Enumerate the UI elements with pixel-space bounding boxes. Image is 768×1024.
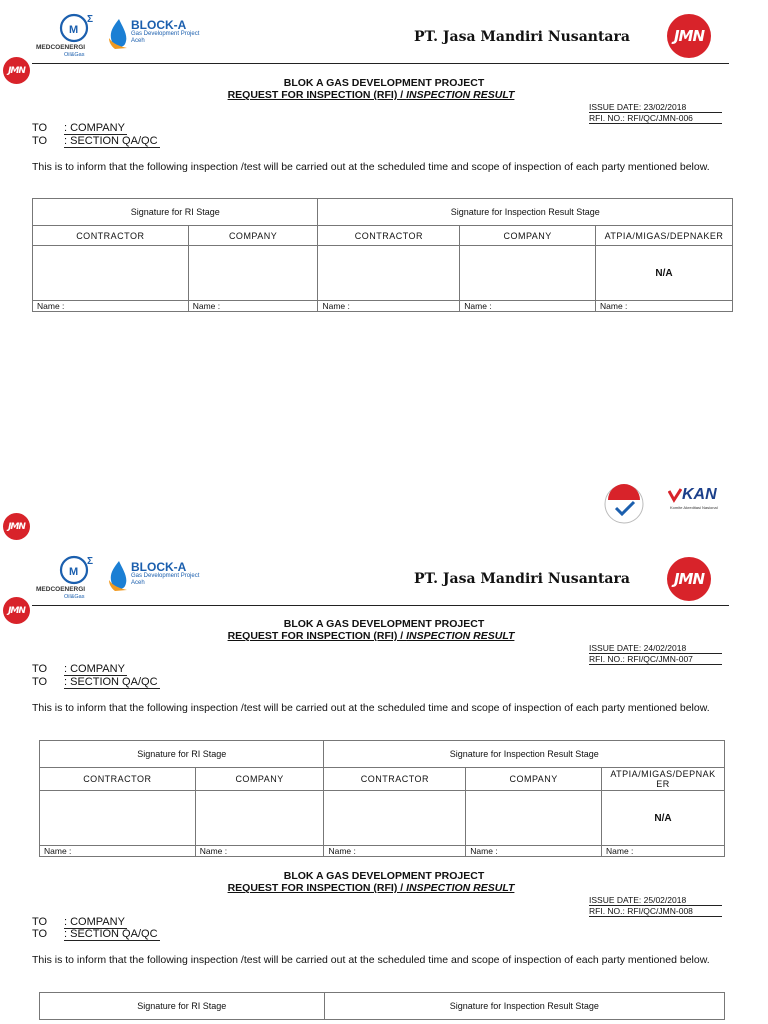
col-company: COMPANY (460, 226, 596, 246)
signature-cell (466, 791, 602, 846)
form2-rfi-no: RFI. NO.: RFI/QC/JMN-007 (589, 654, 722, 665)
form3-issue-date: ISSUE DATE: 25/02/2018 (589, 895, 722, 906)
jmn-small-logo: JMN (3, 57, 30, 84)
signature-cell (40, 791, 196, 846)
name-cell: Name : (596, 301, 733, 312)
block-a-name: BLOCK-A (131, 18, 187, 32)
kan-sub: Komite Akreditasi Nasional (670, 505, 718, 510)
header-divider (32, 605, 729, 606)
svg-text:Σ: Σ (87, 14, 94, 25)
form3-title: BLOK A GAS DEVELOPMENT PROJECT (283, 870, 485, 882)
na-cell: N/A (602, 791, 725, 846)
form1-to-company: TO : COMPANY (32, 122, 125, 134)
kan-text: KAN (682, 486, 717, 503)
name-cell: Name : (195, 846, 324, 857)
header-divider (32, 63, 729, 64)
name-cell: Name : (188, 301, 318, 312)
form3-to-company: TO : COMPANY (32, 916, 125, 928)
sig-ri-header: Signature for RI Stage (40, 993, 325, 1020)
col-contractor: CONTRACTOR (40, 768, 196, 791)
form1-subtitle: REQUEST FOR INSPECTION (RFI) / INSPECTION RESULT (227, 89, 515, 101)
col-authority: ATPIA/MIGAS/DEPNAK ER (602, 768, 725, 791)
col-company: COMPANY (195, 768, 324, 791)
name-cell: Name : (460, 301, 596, 312)
company-name: PT. Jasa Mandiri Nusantara (414, 571, 630, 587)
flame-icon (107, 560, 131, 592)
certification-seal-logo (604, 484, 644, 524)
medco-sub: Oil&Gas (64, 52, 85, 58)
medco-name: MEDCOENERGI (36, 586, 86, 593)
form3-rfi-no: RFI. NO.: RFI/QC/JMN-008 (589, 906, 722, 917)
col-authority: ATPIA/MIGAS/DEPNAKER (596, 226, 733, 246)
svg-text:M: M (69, 566, 79, 578)
signature-cell (324, 791, 466, 846)
kan-check-icon (668, 488, 682, 504)
signature-cell (188, 246, 318, 301)
col-contractor: CONTRACTOR (318, 226, 460, 246)
svg-text:Σ: Σ (87, 556, 94, 567)
form2-to-section: TO : SECTION QA/QC (32, 676, 158, 688)
medco-name: MEDCOENERGI (36, 44, 86, 51)
na-cell: N/A (596, 246, 733, 301)
form3-to-section: TO : SECTION QA/QC (32, 928, 158, 940)
jmn-logo: JMN (667, 14, 711, 58)
signature-cell (195, 791, 324, 846)
col-contractor: CONTRACTOR (33, 226, 189, 246)
block-a-sub: Gas Development Project Aceh (131, 573, 200, 586)
block-a-sub: Gas Development Project Aceh (131, 31, 200, 44)
form1-intro: This is to inform that the following inspection /test will be carried out at the scheduled time and scope of inspection of each party mentioned below. (32, 161, 710, 173)
sig-ri-header: Signature for RI Stage (33, 199, 318, 226)
form1-title: BLOK A GAS DEVELOPMENT PROJECT (283, 77, 485, 89)
flame-icon (107, 18, 131, 50)
block-a-logo (107, 18, 217, 54)
signature-cell (318, 246, 460, 301)
name-cell: Name : (602, 846, 725, 857)
form2-issue-date: ISSUE DATE: 24/02/2018 (589, 643, 722, 654)
form3-signature-table (39, 992, 725, 1020)
form1-signature-table (32, 198, 733, 312)
col-company: COMPANY (188, 226, 318, 246)
name-cell: Name : (40, 846, 196, 857)
form3-subtitle: REQUEST FOR INSPECTION (RFI) / INSPECTION RESULT (227, 882, 515, 894)
form3-intro: This is to inform that the following inspection /test will be carried out at the scheduled time and scope of inspection of each party mentioned below. (32, 954, 710, 966)
sig-result-header: Signature for Inspection Result Stage (318, 199, 733, 226)
block-a-name: BLOCK-A (131, 560, 187, 574)
name-cell: Name : (324, 846, 466, 857)
sig-result-header: Signature for Inspection Result Stage (324, 993, 724, 1020)
sig-result-header: Signature for Inspection Result Stage (324, 741, 725, 768)
kan-logo (668, 486, 724, 520)
form1-issue-date: ISSUE DATE: 23/02/2018 (589, 102, 722, 113)
medco-sub: Oil&Gas (64, 594, 85, 600)
col-contractor: CONTRACTOR (324, 768, 466, 791)
signature-cell (33, 246, 189, 301)
form1-to-section: TO : SECTION QA/QC (32, 135, 158, 147)
form2-to-company: TO : COMPANY (32, 663, 125, 675)
block-a-logo (107, 560, 217, 596)
signature-cell (460, 246, 596, 301)
svg-text:M: M (69, 24, 79, 36)
jmn-small-logo: JMN (3, 597, 30, 624)
name-cell: Name : (318, 301, 460, 312)
form1-rfi-no: RFI. NO.: RFI/QC/JMN-006 (589, 113, 722, 124)
jmn-small-logo: JMN (3, 513, 30, 540)
name-cell: Name : (33, 301, 189, 312)
form2-signature-table (39, 740, 725, 857)
sig-ri-header: Signature for RI Stage (40, 741, 324, 768)
company-name: PT. Jasa Mandiri Nusantara (414, 29, 630, 45)
form2-subtitle: REQUEST FOR INSPECTION (RFI) / INSPECTION RESULT (227, 630, 515, 642)
jmn-logo: JMN (667, 557, 711, 601)
col-company: COMPANY (466, 768, 602, 791)
form2-intro: This is to inform that the following inspection /test will be carried out at the scheduled time and scope of inspection of each party mentioned below. (32, 702, 710, 714)
form2-title: BLOK A GAS DEVELOPMENT PROJECT (283, 618, 485, 630)
name-cell: Name : (466, 846, 602, 857)
